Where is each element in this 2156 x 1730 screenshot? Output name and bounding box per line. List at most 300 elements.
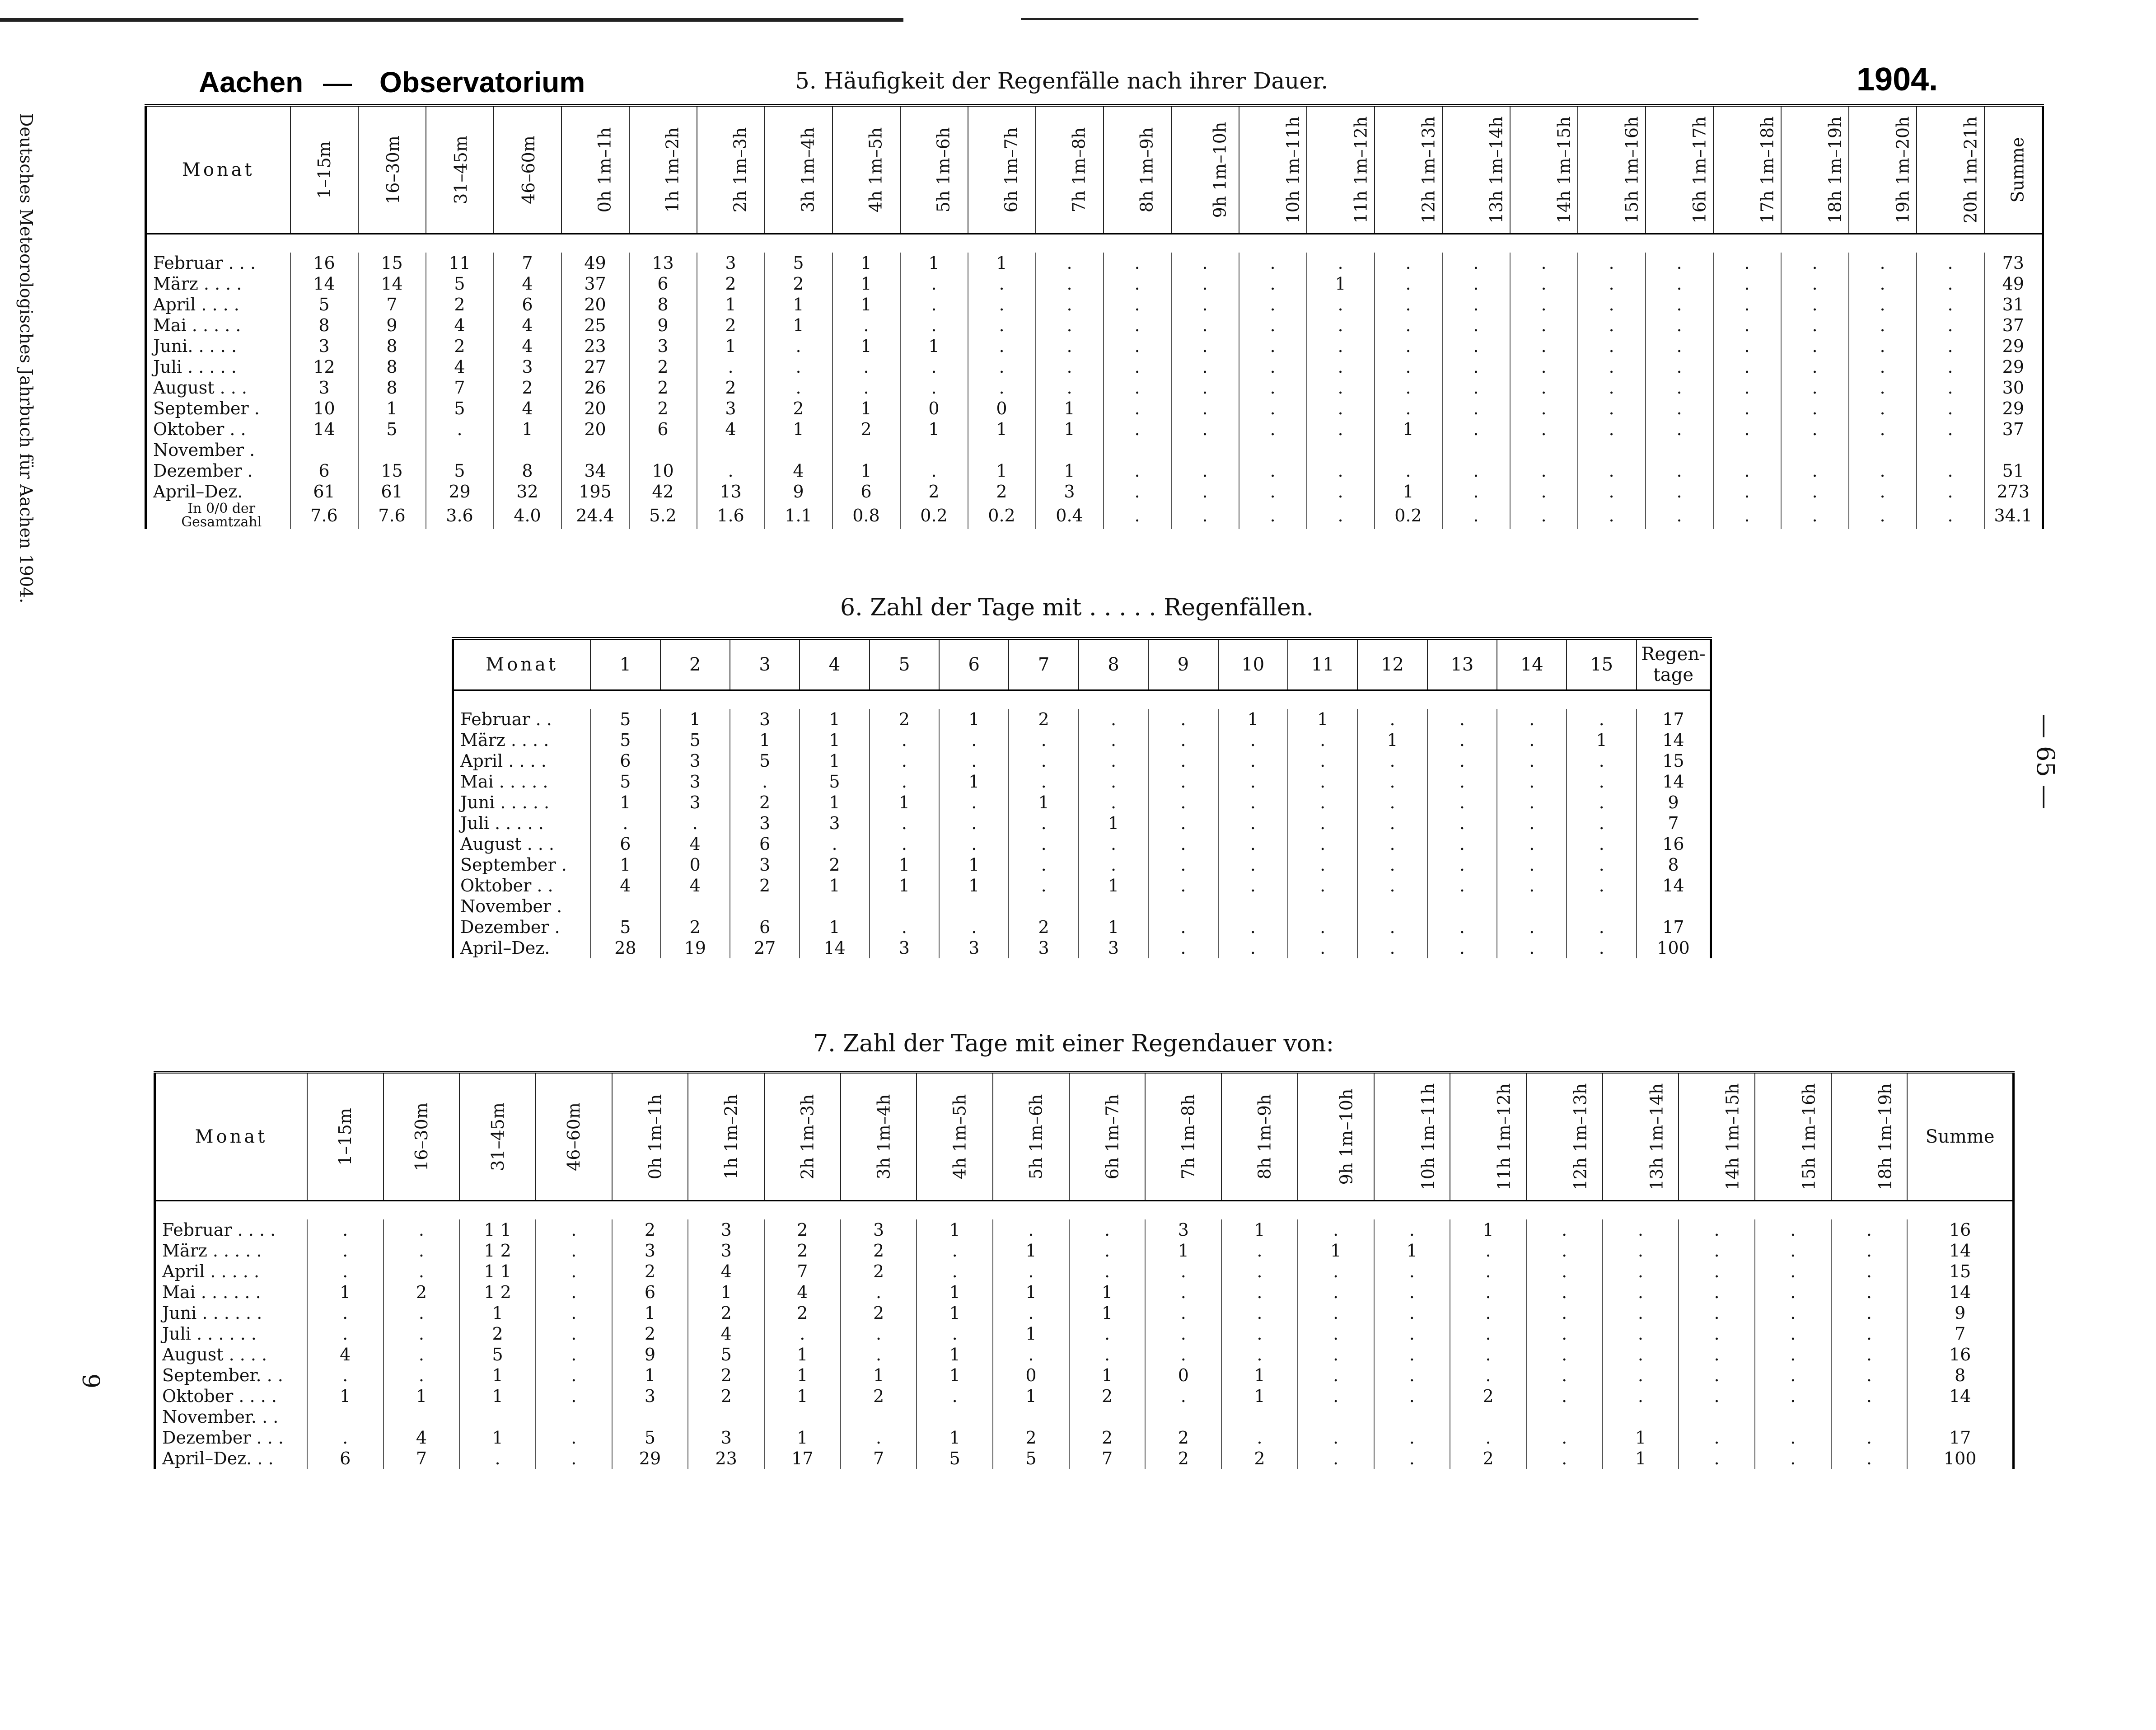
table-cell	[1984, 440, 2043, 460]
table-cell: .	[1221, 1344, 1298, 1365]
table-cell: 3	[1145, 1219, 1221, 1240]
table-cell: 1	[358, 398, 426, 419]
table-cell: .	[1171, 294, 1239, 315]
table-cell: 1	[968, 460, 1036, 481]
table-cell: .	[1567, 771, 1636, 792]
table-cell: .	[1218, 854, 1288, 875]
table-cell: 1	[1221, 1386, 1298, 1407]
table-cell: .	[1510, 398, 1578, 419]
column-header: Regen-tage	[1637, 638, 1711, 690]
table-cell: 2	[730, 792, 800, 813]
table-row	[155, 1365, 2014, 1386]
table-cell: .	[1079, 834, 1148, 854]
table-cell: .	[383, 1219, 460, 1240]
table-cell	[697, 440, 765, 460]
row-label: April . . . .	[153, 295, 239, 314]
table-cell: .	[1679, 1365, 1755, 1386]
table-cell: 23	[688, 1448, 764, 1469]
table-cell: 23	[561, 336, 629, 356]
table-cell: 3	[688, 1427, 764, 1448]
table-cell: .	[536, 1323, 612, 1344]
table-cell: .	[307, 1427, 383, 1448]
table-cell: .	[1221, 1240, 1298, 1261]
column-header: 7h 1m–8h	[1036, 105, 1104, 234]
table-cell: .	[1510, 273, 1578, 294]
table-cell: .	[1357, 938, 1427, 958]
table-cell: 3.6	[426, 502, 494, 529]
table-cell: 1	[800, 750, 869, 771]
table-cell: .	[1510, 315, 1578, 336]
column-header: 8h 1m–9h	[1104, 105, 1171, 234]
table-cell: 14	[1637, 771, 1711, 792]
table-cell: 1	[1009, 792, 1078, 813]
column-header: 6h 1m–7h	[968, 105, 1036, 234]
table-cell: .	[1298, 1344, 1374, 1365]
table-cell: 5	[358, 419, 426, 440]
table-cell: 37	[1984, 419, 2043, 440]
table-cell: 20	[561, 398, 629, 419]
table-cell: .	[730, 771, 800, 792]
table-cell: .	[1679, 1282, 1755, 1303]
table-cell: 1	[870, 875, 939, 896]
table-cell: .	[1646, 253, 1713, 273]
column-header: 18h 1m–19h	[1831, 1072, 1908, 1201]
table-cell: 17	[1637, 709, 1711, 730]
table-cell: .	[383, 1240, 460, 1261]
table-cell: 2	[697, 315, 765, 336]
table-cell: .	[917, 1386, 993, 1407]
table-cell: 16	[1907, 1344, 2013, 1365]
header-row	[146, 105, 2043, 234]
table-cell: 0	[900, 398, 968, 419]
table-cell: .	[1603, 1386, 1679, 1407]
column-header: 5h 1m–6h	[900, 105, 968, 234]
table-cell: .	[1288, 792, 1357, 813]
table-cell: .	[1646, 273, 1713, 294]
table-cell	[1218, 896, 1288, 917]
table-cell: .	[1298, 1303, 1374, 1323]
table-cell: 1	[1567, 730, 1636, 750]
table-cell: 15	[358, 460, 426, 481]
table-cell: .	[765, 336, 832, 356]
table-cell: .	[832, 377, 900, 398]
table-cell: 5	[730, 750, 800, 771]
table-cell: .	[1831, 1344, 1908, 1365]
table-cell: .	[1849, 336, 1917, 356]
table-cell: .	[1171, 419, 1239, 440]
table-cell: 14	[290, 273, 358, 294]
table-cell	[1567, 896, 1636, 917]
table-cell: .	[1849, 294, 1917, 315]
row-label: November .	[153, 440, 255, 460]
table-cell: .	[1307, 294, 1375, 315]
table-cell	[1171, 440, 1239, 460]
table-cell: .	[1755, 1261, 1831, 1282]
table-cell: 3	[660, 771, 730, 792]
table-cell	[1145, 1407, 1221, 1427]
table-cell	[1079, 896, 1148, 917]
table-cell: 1	[993, 1386, 1069, 1407]
table-cell: .	[1713, 419, 1781, 440]
table-cell: .	[1578, 315, 1646, 336]
table-cell: 1	[1079, 875, 1148, 896]
table-cell: .	[1221, 1282, 1298, 1303]
table-cell: .	[1375, 460, 1442, 481]
table-cell: 1	[764, 1386, 841, 1407]
table-cell: 2	[612, 1219, 688, 1240]
table-cell: 2	[1450, 1448, 1526, 1469]
table-row	[146, 502, 2043, 529]
table-cell: 1	[939, 875, 1009, 896]
table-cell: .	[1567, 813, 1636, 834]
table-cell: .	[1497, 854, 1567, 875]
table5	[145, 104, 2044, 529]
table-cell: .	[1781, 315, 1849, 336]
table-cell: 19	[660, 938, 730, 958]
table-cell: 2	[1145, 1448, 1221, 1469]
table-cell: .	[1510, 460, 1578, 481]
column-header: 5h 1m–6h	[993, 1072, 1069, 1201]
table-cell: 6	[494, 294, 561, 315]
table-cell	[1442, 440, 1510, 460]
column-header: 3	[730, 638, 800, 690]
table-cell: .	[1526, 1344, 1603, 1365]
table-cell: 4	[660, 834, 730, 854]
table-cell: 5	[612, 1427, 688, 1448]
column-header: 10	[1218, 638, 1288, 690]
table-cell: .	[1288, 750, 1357, 771]
table-cell: .	[1221, 1427, 1298, 1448]
row-label: April–Dez.	[460, 938, 550, 958]
table-cell: .	[1917, 481, 1984, 502]
table-cell	[1357, 896, 1427, 917]
column-header: 9h 1m–10h	[1298, 1072, 1374, 1201]
table-cell	[968, 440, 1036, 460]
table-cell: .	[1009, 834, 1078, 854]
table-row	[453, 792, 1711, 813]
table-cell: 1 2	[459, 1282, 536, 1303]
table-cell: 3	[660, 750, 730, 771]
table-cell: 4	[494, 336, 561, 356]
column-header: 12	[1357, 638, 1427, 690]
row-label: Juni . . . . . .	[162, 1303, 262, 1323]
table-cell: 0	[968, 398, 1036, 419]
table-row	[146, 315, 2043, 336]
table-cell: .	[1036, 377, 1104, 398]
table-cell: .	[1831, 1365, 1908, 1386]
table-cell	[1239, 440, 1307, 460]
table-cell: 34.1	[1984, 502, 2043, 529]
table-cell: .	[832, 356, 900, 377]
table-cell: .	[1218, 771, 1288, 792]
table-cell: 3	[697, 398, 765, 419]
table-cell: 4	[383, 1427, 460, 1448]
table-cell: 1	[1375, 481, 1442, 502]
table-cell: .	[870, 771, 939, 792]
table-cell	[494, 440, 561, 460]
table-cell: .	[1375, 273, 1442, 294]
table-cell: .	[307, 1240, 383, 1261]
table-cell: 4	[688, 1323, 764, 1344]
table-cell: .	[1679, 1323, 1755, 1344]
table-cell: .	[1218, 730, 1288, 750]
table-cell: .	[1218, 834, 1288, 854]
table-cell: 1	[900, 253, 968, 273]
table-cell: .	[1917, 502, 1984, 529]
table-cell: .	[1374, 1219, 1450, 1240]
table-cell: .	[1069, 1261, 1146, 1282]
table-cell: 1	[660, 709, 730, 730]
table-cell: 7.6	[290, 502, 358, 529]
table-cell: .	[870, 730, 939, 750]
table-cell: 8	[358, 336, 426, 356]
table-cell: .	[1221, 1323, 1298, 1344]
table-cell: .	[307, 1323, 383, 1344]
table-cell: .	[1009, 854, 1078, 875]
table-cell: 51	[1984, 460, 2043, 481]
column-header: 6	[939, 638, 1009, 690]
table-cell: .	[1679, 1261, 1755, 1282]
table-cell: 6	[590, 750, 660, 771]
table-cell: 1	[1145, 1240, 1221, 1261]
table-cell: .	[1307, 377, 1375, 398]
side-text: Deutsches Meteorologisches Jahrbuch für Aachen 1904.	[16, 113, 36, 604]
table-cell: 2	[993, 1427, 1069, 1448]
table-cell: .	[383, 1261, 460, 1282]
table-cell: .	[1831, 1240, 1908, 1261]
table-cell: 1	[832, 294, 900, 315]
table-cell: 1	[917, 1219, 993, 1240]
table-cell: .	[1510, 356, 1578, 377]
table-cell: .	[1239, 419, 1307, 440]
table-cell: 2	[612, 1261, 688, 1282]
table-cell: 1	[459, 1303, 536, 1323]
table-cell: 1	[917, 1427, 993, 1448]
table-cell: .	[1374, 1323, 1450, 1344]
table-cell: .	[1849, 419, 1917, 440]
row-label: Juli . . . . .	[153, 357, 237, 377]
table-cell: .	[1567, 938, 1636, 958]
table-cell: .	[1104, 273, 1171, 294]
table-cell: 1	[832, 336, 900, 356]
table-cell: .	[1218, 875, 1288, 896]
table-cell: 2	[1069, 1386, 1146, 1407]
column-header: 7h 1m–8h	[1145, 1072, 1221, 1201]
table-cell: .	[1917, 356, 1984, 377]
table-cell: .	[1679, 1219, 1755, 1240]
table-cell: .	[1307, 253, 1375, 273]
table-cell	[1036, 440, 1104, 460]
table-cell: .	[1374, 1344, 1450, 1365]
column-header: 16h 1m–17h	[1646, 105, 1713, 234]
row-label: Juli . . . . .	[460, 813, 544, 833]
row-label: August . . . .	[162, 1345, 267, 1364]
table-cell: 5	[590, 917, 660, 938]
table-cell: 1	[993, 1323, 1069, 1344]
table-cell: .	[1849, 502, 1917, 529]
table-cell: .	[1442, 294, 1510, 315]
table-cell: 0.4	[1036, 502, 1104, 529]
table-cell: .	[870, 834, 939, 854]
table-cell: 3	[290, 377, 358, 398]
table-cell: .	[536, 1344, 612, 1365]
table-cell: 7	[494, 253, 561, 273]
table-cell: 15	[1637, 750, 1711, 771]
table-cell: .	[1145, 1386, 1221, 1407]
table-cell: .	[1849, 398, 1917, 419]
table-cell	[1849, 440, 1917, 460]
table-cell: .	[1218, 938, 1288, 958]
table-cell: .	[800, 834, 869, 854]
table-cell: 2	[900, 481, 968, 502]
table-cell: 0.2	[968, 502, 1036, 529]
table-cell	[1713, 440, 1781, 460]
table-cell: 1	[939, 854, 1009, 875]
table-cell: 4	[494, 398, 561, 419]
table-cell: .	[1427, 917, 1497, 938]
table-cell: 1	[1069, 1365, 1146, 1386]
row-label: Dezember .	[460, 917, 560, 937]
table-cell: .	[536, 1448, 612, 1469]
table-cell: .	[765, 356, 832, 377]
table-cell: .	[1357, 834, 1427, 854]
table-cell: 27	[561, 356, 629, 377]
table-cell: .	[1357, 917, 1427, 938]
table-cell: 1	[1603, 1448, 1679, 1469]
table-cell: .	[1148, 709, 1218, 730]
table-cell: .	[1239, 315, 1307, 336]
table-cell: 3	[1009, 938, 1078, 958]
table-cell: .	[1148, 917, 1218, 938]
table-cell: .	[536, 1303, 612, 1323]
table-cell: .	[1171, 315, 1239, 336]
table-cell: .	[1679, 1240, 1755, 1261]
table-cell: 4	[426, 315, 494, 336]
table-row	[146, 336, 2043, 356]
table-cell: .	[697, 356, 765, 377]
table-cell: .	[1239, 377, 1307, 398]
table-cell: .	[1497, 730, 1567, 750]
table-row	[146, 273, 2043, 294]
table-cell: .	[1427, 771, 1497, 792]
table-cell: .	[1104, 315, 1171, 336]
table-cell: 2	[730, 875, 800, 896]
table-cell: 17	[1637, 917, 1711, 938]
table-cell: .	[1497, 938, 1567, 958]
column-header-monat: Monat	[453, 638, 591, 690]
table-cell	[561, 440, 629, 460]
table-cell: .	[536, 1219, 612, 1240]
table-cell: 9	[1637, 792, 1711, 813]
table-cell: .	[1497, 834, 1567, 854]
table-cell: 1	[800, 709, 869, 730]
table-cell	[832, 440, 900, 460]
table-cell: 1	[832, 398, 900, 419]
table-cell: 1	[832, 253, 900, 273]
column-header: 3h 1m–4h	[841, 1072, 917, 1201]
table-row	[146, 294, 2043, 315]
table-cell: .	[1578, 294, 1646, 315]
table-cell: 16	[1907, 1219, 2013, 1240]
table-cell: .	[1526, 1219, 1603, 1240]
table-cell: .	[1781, 481, 1849, 502]
table-row	[155, 1344, 2014, 1365]
table-row	[453, 917, 1711, 938]
header-row	[453, 638, 1711, 690]
column-header: 46–60m	[494, 105, 561, 234]
table-cell	[426, 440, 494, 460]
table-cell: .	[1104, 398, 1171, 419]
table-cell: .	[1603, 1303, 1679, 1323]
table-cell: 29	[1984, 336, 2043, 356]
row-label: Dezember . . .	[162, 1428, 284, 1448]
table-cell: .	[968, 336, 1036, 356]
table-cell: .	[1427, 709, 1497, 730]
table-cell: .	[1036, 273, 1104, 294]
table-cell: 3	[730, 813, 800, 834]
column-header: 19h 1m–20h	[1849, 105, 1917, 234]
table-cell: .	[1375, 315, 1442, 336]
table-cell: 2	[800, 854, 869, 875]
table-row	[155, 1427, 2014, 1448]
table-cell: 2	[968, 481, 1036, 502]
table-cell	[1907, 1407, 2013, 1427]
table-cell: .	[1079, 709, 1148, 730]
table-cell: 1	[459, 1365, 536, 1386]
table-cell: 7	[383, 1448, 460, 1469]
table-cell: .	[939, 730, 1009, 750]
column-header: 8	[1079, 638, 1148, 690]
table-row	[155, 1219, 2014, 1240]
column-header: 2h 1m–3h	[697, 105, 765, 234]
column-header: 12h 1m–13h	[1375, 105, 1442, 234]
table-cell: .	[1646, 398, 1713, 419]
table-cell: .	[1831, 1219, 1908, 1240]
table-cell: 13	[697, 481, 765, 502]
table-cell: .	[1526, 1282, 1603, 1303]
table-cell: .	[1646, 294, 1713, 315]
table-cell: .	[1831, 1448, 1908, 1469]
table-cell: 2	[697, 377, 765, 398]
table-row	[155, 1261, 2014, 1282]
table-cell: 3	[841, 1219, 917, 1240]
table-cell: 3	[290, 336, 358, 356]
table-cell: 0	[993, 1365, 1069, 1386]
table-cell: .	[1104, 336, 1171, 356]
table-cell: 11	[426, 253, 494, 273]
table-cell: 3	[612, 1386, 688, 1407]
table-cell: .	[1849, 460, 1917, 481]
table-cell: .	[1442, 481, 1510, 502]
table-cell: .	[1917, 419, 1984, 440]
table-cell: 14	[1907, 1386, 2013, 1407]
table-cell: 2	[1009, 917, 1078, 938]
table-cell: .	[1036, 336, 1104, 356]
table-cell: .	[1781, 377, 1849, 398]
table-row	[453, 938, 1711, 958]
table-cell: 6	[730, 917, 800, 938]
table-cell: 37	[561, 273, 629, 294]
table-cell: .	[1104, 481, 1171, 502]
table-cell: .	[917, 1240, 993, 1261]
table-cell: .	[1603, 1344, 1679, 1365]
table-cell: .	[1713, 294, 1781, 315]
table-cell: 1	[697, 294, 765, 315]
table-cell: .	[1567, 709, 1636, 730]
table-cell	[1510, 440, 1578, 460]
table-cell: 0	[660, 854, 730, 875]
table-cell: .	[1713, 356, 1781, 377]
